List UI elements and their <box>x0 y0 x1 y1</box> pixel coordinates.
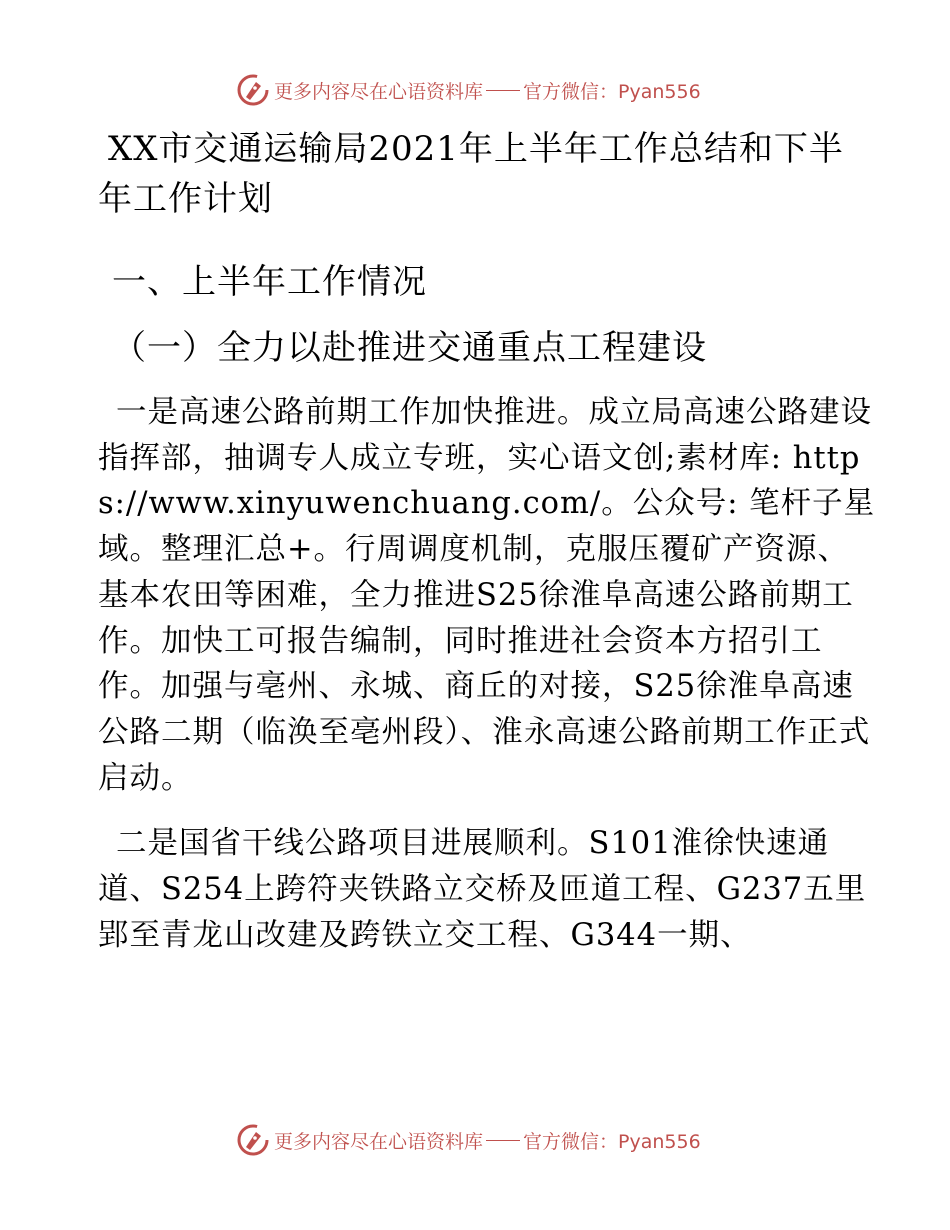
paragraph-highway-preparation: 一是高速公路前期工作加快推进。成立局高速公路建设指挥部，抽调专人成立专班，实心语文创;素材库: https://www.xinyuwenchuang.com/。公众号: 笔杆子星域。整理汇总+。行周调度机制，克服压覆矿产资源、基本农田等困难，全力推进S25徐淮阜高速公路前期工作。加快工可报告编制，同时推进社会资本方招引工作。加强与亳州、永城、商丘的对接，S25徐淮阜高速公路二期（临涣至亳州段）、淮永高速公路前期工作正式启动。 <box>98 395 876 796</box>
watermark-contact: 官方微信：Pyan556 <box>523 80 701 103</box>
watermark-footer <box>236 1122 701 1158</box>
watermark-text: 更多内容尽在心语资料库 <box>274 80 484 103</box>
section-heading: 一、上半年工作情况 <box>112 262 427 302</box>
watermark-divider <box>486 90 520 91</box>
subsection-heading: （一）全力以赴推进交通重点工程建设 <box>112 328 707 368</box>
document-body <box>98 124 878 958</box>
watermark-contact: 官方微信：Pyan556 <box>523 1130 701 1153</box>
document-title: XX市交通运输局2021年上半年工作总结和下半年工作计划 <box>98 129 844 219</box>
watermark-text: 更多内容尽在心语资料库 <box>274 1130 484 1153</box>
watermark-header <box>236 72 701 108</box>
watermark-divider <box>486 1140 520 1141</box>
pen-nib-logo-icon <box>236 1123 270 1157</box>
pen-nib-logo-icon <box>236 73 270 107</box>
paragraph-trunk-roads: 二是国省干线公路项目进展顺利。S101淮徐快速通道、S254上跨符夹铁路立交桥及匝道工程、G237五里郢至青龙山改建及跨铁立交工程、G344一期、 <box>98 826 867 953</box>
